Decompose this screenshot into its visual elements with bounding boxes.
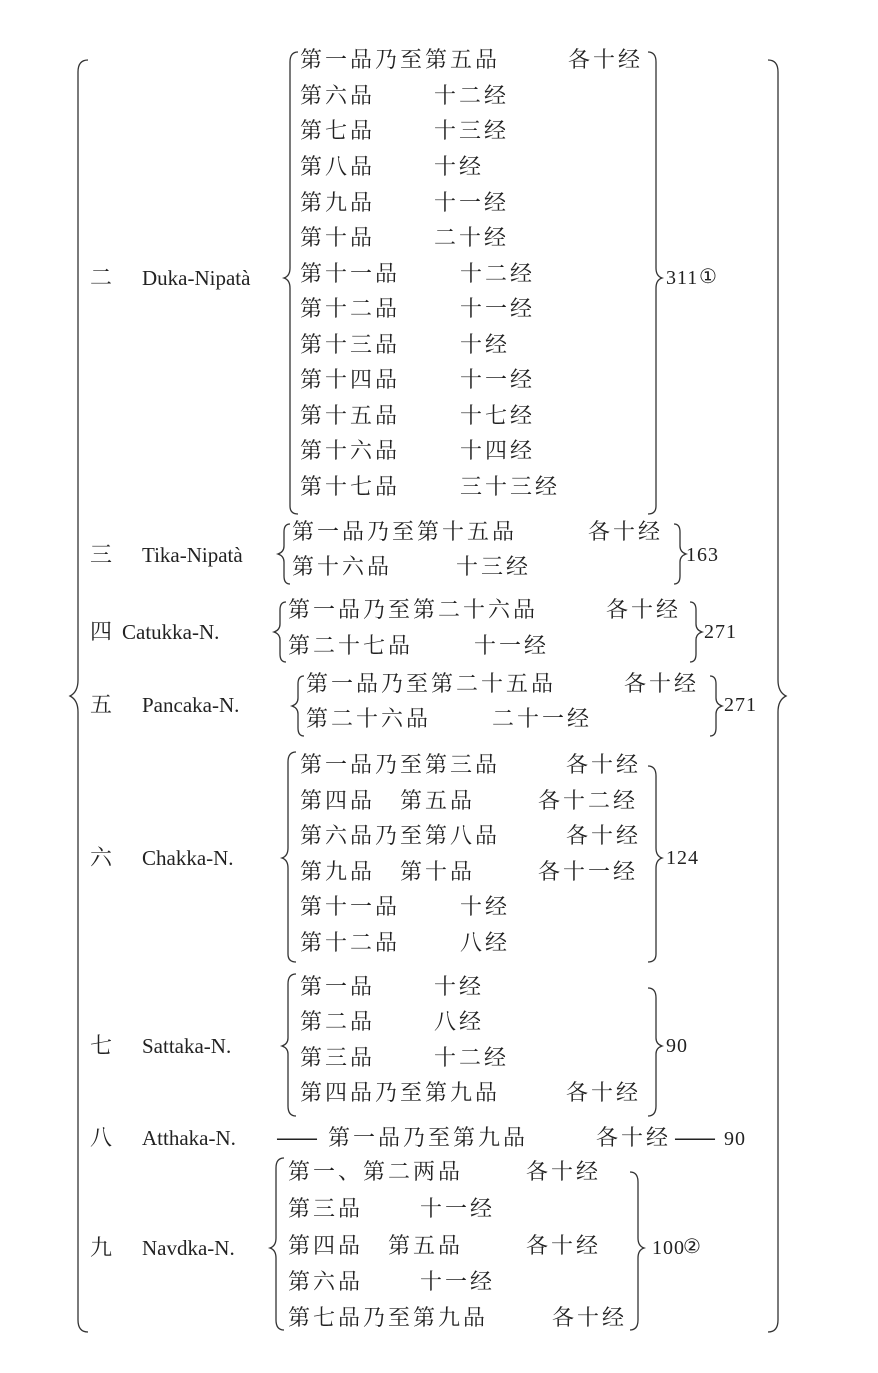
brace-4-right: [690, 602, 702, 662]
brace-9-right: [630, 1172, 644, 1330]
row-label: 第十七品: [300, 475, 401, 500]
brace-9-left: [270, 1158, 284, 1330]
dash-left: ——: [276, 1126, 316, 1151]
section-total: 163: [686, 544, 719, 566]
row-count: 十经: [460, 333, 511, 358]
brace-2-left: [284, 52, 298, 514]
brace-2-right: [648, 52, 662, 514]
row-count: 三十三经: [460, 475, 561, 500]
row-label: 第十三品: [300, 333, 401, 358]
section-total: 90: [724, 1128, 746, 1150]
section-number: 八: [90, 1126, 116, 1151]
row-label: 第九品 第十品: [300, 860, 476, 885]
row-count: 十四经: [460, 439, 536, 464]
outer-right-brace: [768, 60, 786, 1332]
row-count: 十经: [434, 155, 485, 180]
section-total: 271: [724, 694, 757, 716]
row-count: 各十经: [552, 1306, 628, 1331]
row-count: 十一经: [460, 297, 536, 322]
row-count: 各十经: [596, 1126, 672, 1151]
section-number: 四: [90, 620, 116, 645]
row-label: 第十一品: [300, 262, 401, 287]
row-label: 第一品乃至第九品: [328, 1126, 529, 1151]
row-count: 各十经: [526, 1160, 602, 1185]
brace-5-right: [710, 676, 722, 736]
row-label: 第一品乃至第十五品: [292, 520, 518, 545]
row-label: 第十一品: [300, 895, 401, 920]
row-label: 第一品: [300, 975, 376, 1000]
row-label: 第十四品: [300, 368, 401, 393]
section-number: 六: [90, 846, 116, 871]
section-total: 100: [652, 1237, 685, 1259]
section-name: Navdka-N.: [142, 1236, 235, 1260]
row-count: 十一经: [474, 634, 550, 659]
row-count: 十七经: [460, 404, 536, 429]
row-count: 十经: [434, 975, 485, 1000]
row-label: 第十二品: [300, 297, 401, 322]
row-count: 十一经: [420, 1270, 496, 1295]
section-name: Duka-Nipatà: [142, 266, 251, 290]
row-count: 十一经: [420, 1197, 496, 1222]
row-label: 第十品: [300, 226, 376, 251]
row-count: 十经: [460, 895, 511, 920]
row-count: 十二经: [434, 84, 510, 109]
row-label: 第一品乃至第三品: [300, 753, 501, 778]
row-label: 第一、第二两品: [288, 1160, 464, 1185]
row-count: 各十经: [566, 753, 642, 778]
section-name: Atthaka-N.: [142, 1126, 236, 1150]
row-count: 十二经: [434, 1046, 510, 1071]
section-total: 271: [704, 621, 737, 643]
section-name: Sattaka-N.: [142, 1034, 232, 1058]
row-label: 第十六品: [292, 555, 393, 580]
brace-7-right: [648, 988, 662, 1116]
row-label: 第七品: [300, 119, 376, 144]
row-count: 各十经: [606, 598, 682, 623]
row-count: 各十经: [526, 1234, 602, 1259]
section-number: 三: [90, 543, 116, 568]
row-label: 第二十七品: [288, 634, 414, 659]
section-number: 七: [90, 1034, 116, 1059]
row-count: 各十二经: [538, 789, 639, 814]
dash-right: ——: [674, 1126, 714, 1151]
section-name: Tika-Nipatà: [142, 543, 243, 567]
row-count: 十一经: [460, 368, 536, 393]
brace-5-left: [292, 676, 304, 736]
brace-4-left: [274, 602, 286, 662]
row-label: 第六品: [300, 84, 376, 109]
section-name: Chakka-N.: [142, 846, 234, 870]
brace-6-right: [648, 766, 662, 962]
row-label: 第四品乃至第九品: [300, 1081, 501, 1106]
row-count: 十一经: [434, 191, 510, 216]
row-label: 第三品: [288, 1197, 364, 1222]
footnote-marker: ②: [683, 1236, 702, 1258]
section-number: 二: [90, 266, 116, 291]
row-count: 十二经: [460, 262, 536, 287]
row-count: 八经: [460, 931, 511, 956]
brace-6-left: [282, 752, 296, 962]
row-count: 各十经: [624, 672, 700, 697]
section-number: 五: [90, 693, 116, 718]
section-name: Pancaka-N.: [142, 693, 240, 717]
row-label: 第七品乃至第九品: [288, 1306, 489, 1331]
row-label: 第一品乃至第二十五品: [306, 672, 557, 697]
section-number: 九: [90, 1236, 116, 1261]
row-count: 十三经: [434, 119, 510, 144]
row-count: 各十经: [566, 824, 642, 849]
row-label: 第八品: [300, 155, 376, 180]
row-count: 二十一经: [492, 707, 593, 732]
row-label: 第二品: [300, 1010, 376, 1035]
row-count: 各十经: [566, 1081, 642, 1106]
brace-3-right: [674, 524, 686, 584]
section-total: 124: [666, 847, 699, 869]
row-count: 十三经: [456, 555, 532, 580]
brace-3-left: [278, 524, 290, 584]
row-label: 第四品 第五品: [288, 1234, 464, 1259]
section-name: Catukka-N.: [122, 620, 220, 644]
row-count: 各十经: [588, 520, 664, 545]
row-label: 第十五品: [300, 404, 401, 429]
row-label: 第九品: [300, 191, 376, 216]
row-count: 各十经: [568, 48, 644, 73]
row-count: 八经: [434, 1010, 485, 1035]
brace-7-left: [282, 974, 296, 1116]
row-label: 第十二品: [300, 931, 401, 956]
row-label: 第六品乃至第八品: [300, 824, 501, 849]
row-label: 第十六品: [300, 439, 401, 464]
footnote-marker: ①: [699, 266, 718, 288]
row-count: 二十经: [434, 226, 510, 251]
outer-left-brace: [70, 60, 88, 1332]
row-count: 各十一经: [538, 860, 639, 885]
row-label: 第六品: [288, 1270, 364, 1295]
row-label: 第四品 第五品: [300, 789, 476, 814]
row-label: 第一品乃至第二十六品: [288, 598, 539, 623]
section-total: 90: [666, 1035, 688, 1057]
row-label: 第二十六品: [306, 707, 432, 732]
section-total: 311: [666, 267, 699, 289]
row-label: 第三品: [300, 1046, 376, 1071]
row-label: 第一品乃至第五品: [300, 48, 501, 73]
